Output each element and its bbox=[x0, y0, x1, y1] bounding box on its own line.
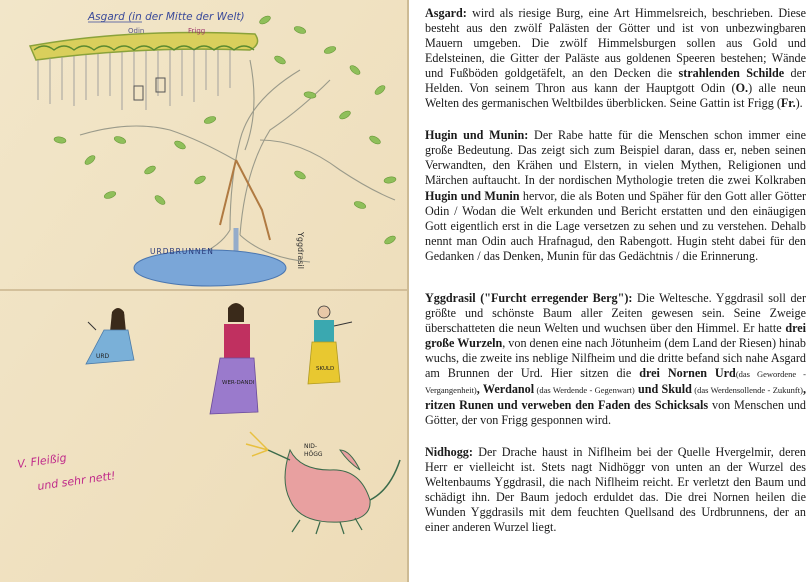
svg-text:HÖGG: HÖGG bbox=[304, 451, 323, 458]
asgard-title: Asgard (in der Mitte der Welt) bbox=[88, 11, 245, 23]
svg-text:WER-DANDI: WER-DANDI bbox=[222, 380, 255, 386]
teacher-note-line2: und sehr nett! bbox=[36, 469, 117, 493]
section-yggdrasil: Yggdrasil ("Furcht erregender Berg"): Die Weltesche. Yggdrasil soll der größte und schönste Baum aller Zeiten gewesen sein. Seine Zweige überschatteten die neun Welten und wuchsen über den Himmel. Er hatte drei große Wurzeln, von denen eine nach Jötunheim (dem Land der Riesen) hinab wuchs, die zweite ins neblige Nilfheim und die dritte befand sich nahe Asgard am Brunnen der Urd. Hier sitzen die drei Nornen Urd(das Gewordene - Vergangenheit), Werdanol (das Werdende - Gegenwart) und Skuld (das Werdensollende - Zukunft), ritzen Runen und verweben den Faden des Schicksals von Menschen und Götter, der von Frigg gesponnen wird. bbox=[425, 290, 807, 428]
teacher-note-line1: V. Fleißig bbox=[16, 451, 68, 471]
section-asgard: Asgard: wird als riesige Burg, eine Art Himmelsreich, beschrieben. Diese besteht aus den zwölf Palästen der Götter und ist von unbezwingbaren Mauern umgeben. Die zwölf Himmelsburgen sollen aus Gold und Edelsteinen, die Gitter der Paläste aus goldenen Speeren bestehen; Wände und Fußböden goldgetäfelt, an den Decken die strahlenden Schilde der Helden. Von seinem Thron aus kann der Hauptgott Odin (O.) alle neun Welten des germanischen Weltbildes überblicken. Seine Gattin ist Frigg (Fr.). bbox=[425, 6, 806, 111]
svg-text:URD: URD bbox=[96, 353, 110, 360]
section-nidhogg: Nidhogg: Der Drache haust in Niflheim bei der Quelle Hvergelmir, deren Herr er vielleicht ist. Stets nagt Nidhöggr von unten an der Wurzel des Weltenbaums Yggdrasil, die nach Niflheim reicht. Er verletzt den Baum und schädigt ihn. Der Baum jedoch erduldet das. Die drei Nornen heilen die Wunden Yggdrasils mit dem feuchten Quellsand des Urdbrunnens, der an einer anderen Wurzel liegt. bbox=[425, 445, 806, 535]
asgard-heading: Asgard: bbox=[425, 6, 467, 20]
text-column bbox=[425, 6, 806, 552]
odin-label: Odin bbox=[128, 27, 145, 35]
svg-text:SKULD: SKULD bbox=[316, 366, 335, 372]
hugin-heading: Hugin und Munin: bbox=[425, 128, 529, 143]
yggdrasil-heading: Yggdrasil ("Furcht erregender Berg"): bbox=[425, 290, 633, 305]
svg-text:NID-: NID- bbox=[304, 443, 318, 450]
frigg-label: Frigg bbox=[188, 27, 206, 35]
well-label: URDBRUNNEN bbox=[150, 247, 214, 256]
section-hugin-munin: Hugin und Munin: Der Rabe hatte für die Menschen schon immer eine große Bedeutung. Das zeigt sich zum Beispiel daran, dass er, neben seinen Verwandten, den Krähen und Elstern, in vielen Mythen, Religionen und Märchen auftaucht. In der nordischen Mythologie treten die zwei Kolkraben Hugin und Munin hervor, die als Boten und Späher für den Gott aller Götter Odin / Wodan die Welt erkunden und Bericht erstatten und den einäugigen Gott eigentlich erst in die Lage versetzen zu sehen und zu verstehen. Dehalb nennt man Odin auch Hrafnagud, den Rabengott. Hugin steht dabei für den Gedanken / das Denken, Munin für das Gedächtnis / die Erinnerung. bbox=[425, 128, 806, 263]
tree-label: Yggdrasil bbox=[296, 232, 305, 269]
nidhogg-heading: Nidhogg: bbox=[425, 445, 473, 460]
